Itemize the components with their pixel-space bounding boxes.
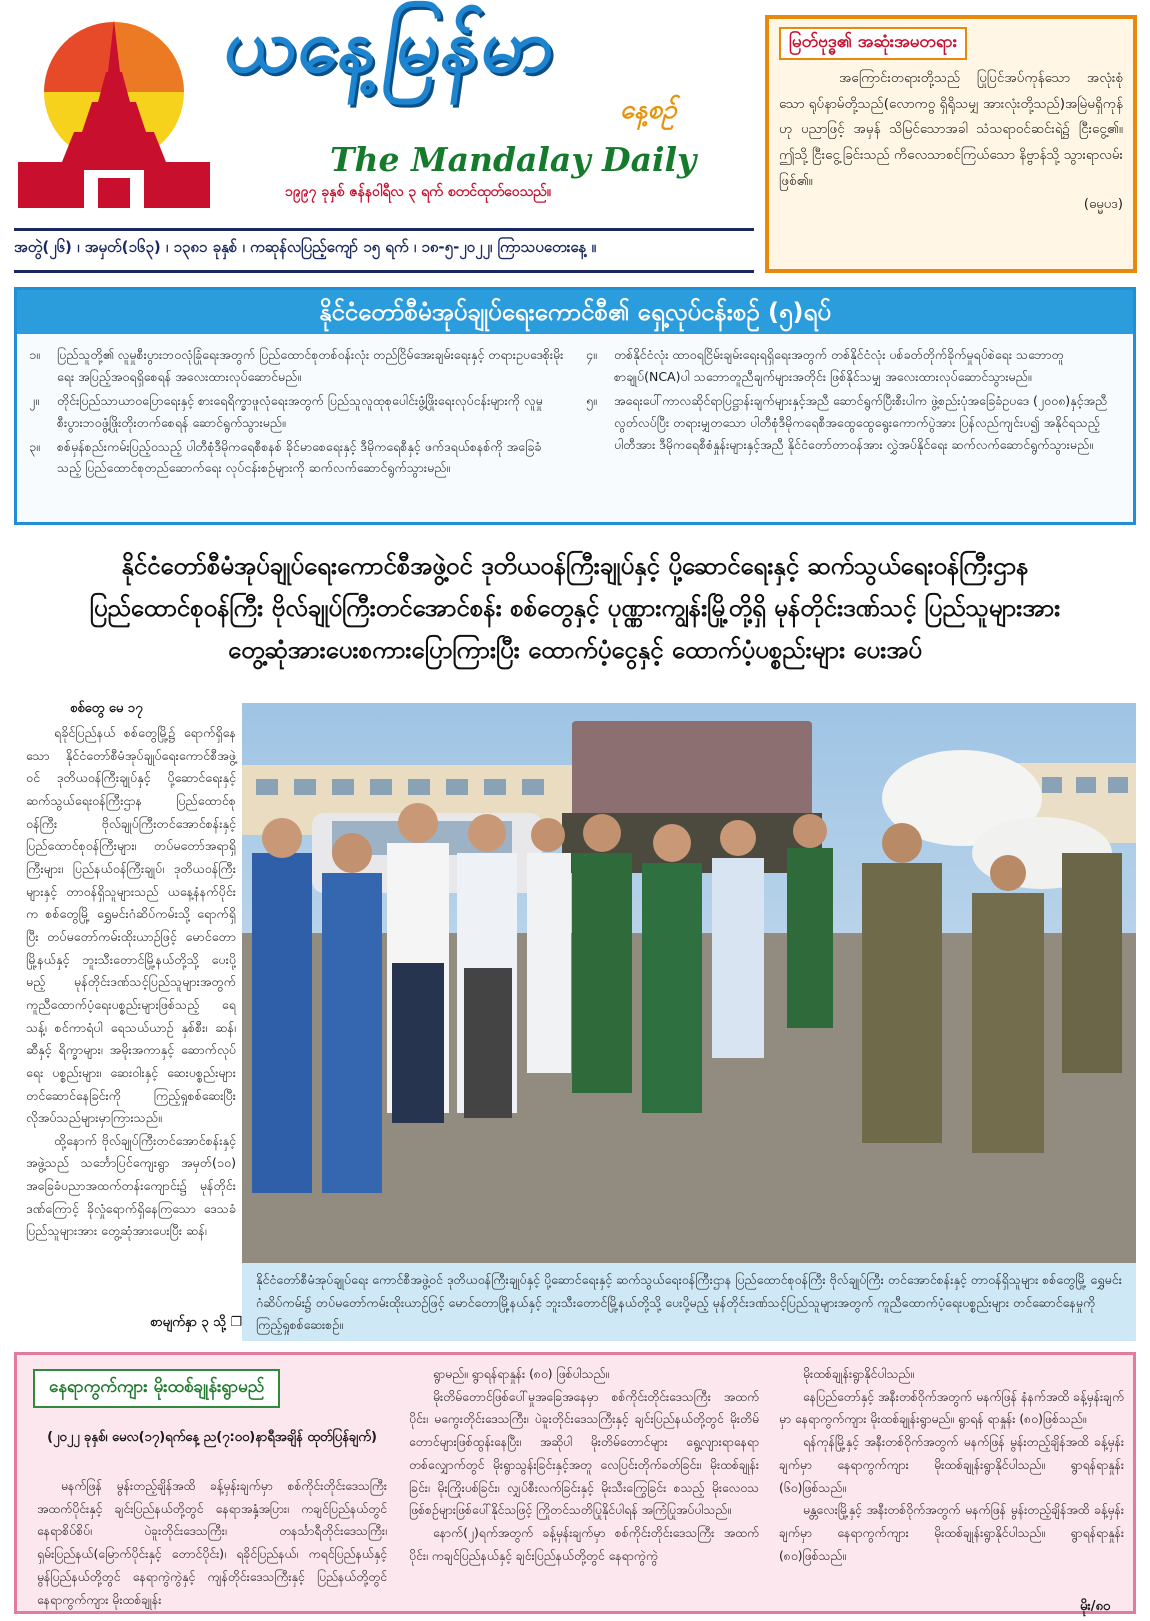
weather-paragraph: မိုးတိမ်တောင်ဖြစ်ပေါ်မှုအခြေအနေမှာ စစ်ကိုင်းတိုင်းဒေသကြီး အထက်ပိုင်း၊ မကွေးတိုင်းဒေသကြီး၊ ပဲခူးတိုင်းဒေသကြီးနှင့် ချင်းပြည်နယ်တို့တွင် မိုးတိမ်တောင်များဖြစ်ထွန်းနေပြီး၊ အဆိုပါ မိုးတိမ်တောင်များ ရွေ့လျားရာနေရာတစ်လျှောက်တွင် မိုးရွာသွန်းခြင်းနှင့်အတူ လေပြင်းတိုက်ခတ်ခြင်း၊ မိုးထစ်ချုန်းခြင်း၊ မိုးကြိုးပစ်ခြင်း၊ လျှပ်စီးလက်ခြင်းနှင့် မိုးသီးကြွေခြင်း စသည့် မိုးလေဝသဖြစ်စဉ်များဖြစ်ပေါ်နိုင်သဖြင့် ကြိုတင်သတိပြုနိုင်ပါရန် အကြံပြုအပ်ပါသည်။: [409, 1389, 759, 1518]
objectives-title: နိုင်ငံတော်စီမံအုပ်ချုပ်ရေးကောင်စီ၏ ရှေ့လုပ်ငန်းစဉ် (၅)ရပ်: [17, 290, 1133, 334]
article-body: [26, 722, 236, 1243]
article-paragraph: ထို့နောက် ဗိုလ်ချုပ်ကြီးတင်အောင်စန်းနှင့်အဖွဲ့သည် သင်္ဘောပြင်ကျေးရွာ အမှတ်(၁၀) အခြေခံပညာအထက်တန်းကျောင်း၌ မုန်တိုင်းဒဏ်ကြောင့် ခိုလှုံရောက်ရှိနေကြသော ဒေသခံပြည်သူများအား တွေ့ဆုံအားပေးပြီး ဆန်၊: [26, 1132, 236, 1239]
masthead-english-title: The Mandalay Daily: [330, 140, 697, 179]
quote-title: မြတ်ဗုဒ္ဓ၏ အဆုံးအမတရား: [779, 27, 967, 60]
weather-paragraph: မနက်ဖြန် မွန်းတည့်ချိန်အထိ ခန့်မှန်းချက်မှာ စစ်ကိုင်းတိုင်းဒေသကြီးအထက်ပိုင်းနှင့် ချင်းပြည်နယ်တို့တွင် နေရာအနှံ့အပြား၊ ကချင်ပြည်နယ်တွင် နေရာစိပ်စိပ်၊ ပဲခူးတိုင်းဒေသကြီး၊ တနင်္သာရီတိုင်းဒေသကြီး၊ ရှမ်းပြည်နယ်(မြောက်ပိုင်းနှင့် တောင်ပိုင်း)၊ ရခိုင်ပြည်နယ်၊ ကရင်ပြည်နယ်နှင့် မွန်ပြည်နယ်တို့တွင် နေရာကွဲကွဲနှင့် ကျန်တိုင်းဒေသကြီးနှင့် ပြည်နယ်တို့တွင် နေရာကွက်ကျား မိုးထစ်ချုန်း: [37, 1479, 387, 1607]
news-photo: [242, 703, 1136, 1263]
objective-text: တိုင်းပြည်သာယာဝပြောရေးနှင့် စားရေရိက္ခာဖူလုံရေးအတွက် ပြည်သူလူထုစုပေါင်းဖွံ့ဖြိုးရေးလုပ်ငန်းများကို လူမှုစီးပွားဘဝဖွံ့ဖြိုးတိုးတက်စေရန် ဆောင်ရွက်သွားမည်။: [57, 392, 543, 430]
weather-column-2: [409, 1363, 759, 1568]
divider: [14, 228, 754, 231]
article-dateline: စစ်တွေ မေ ၁၇: [70, 701, 143, 716]
weather-column-1: [37, 1475, 387, 1611]
weather-paragraph: ရွာမည်။ ရွာရန်ရာနှုန်း (၈၀) ဖြစ်ပါသည်။: [433, 1367, 610, 1381]
objective-item: [29, 436, 564, 480]
objective-text: အရေးပေါ်ကာလဆိုင်ရာပြဋ္ဌာန်းချက်များနှင့်အညီ ဆောင်ရွက်ပြီးစီးပါက ဖွဲ့စည်းပုံအခြေခံဥပဒေ (၂၀၀၈)နှင့်အညီ လွတ်လပ်ပြီး တရားမျှတသော ပါတီစုံဒီမိုကရေစီအထွေထွေရွေးကောက်ပွဲအား ပြန်လည်ကျင်းပ၍ အနိုင်ရသည့်ပါတီအား ဒီမိုကရေစီစံနှုန်းများနှင့်အညီ နိုင်ငံတော်တာဝန်အား လွှဲအပ်နိုင်ရေး ဆက်လက်ဆောင်ရွက်သွားမည်။: [614, 392, 1108, 452]
headline-line: ပြည်ထောင်စုဝန်ကြီး ဗိုလ်ချုပ်ကြီးတင်အောင်စန်း စစ်တွေနှင့် ပုဏ္ဏားကျွန်းမြို့တို့ရှိ မုန်တိုင်းဒဏ်သင့် ပြည်သူများအား: [89, 594, 1061, 622]
divider: [14, 270, 754, 273]
weather-paragraph: မန္တလေးမြို့နှင့် အနီးတစ်ဝိုက်အတွက် မနက်ဖြန် မွန်းတည့်ချိန်အထိ ခန့်မှန်းချက်မှာ နေရာကွက်ကျား မိုးထစ်ချုန်းရွာနိုင်ပါသည်။ ရွာရန်ရာနှုန်း (၈၀)ဖြစ်သည်။: [779, 1503, 1124, 1563]
newspaper-logo: [14, 12, 214, 212]
founding-note: ၁၉၉၇ ခုနှစ် ဇန်နဝါရီလ ၃ ရက် စတင်ထုတ်ဝေသည်။: [285, 184, 551, 200]
masthead-title: ယနေ့မြန်မာ: [219, 3, 563, 89]
quote-source: (ဓမ္မပဒ): [1083, 197, 1123, 213]
weather-paragraph: မိုးထစ်ချုန်းရွာနိုင်ပါသည်။: [803, 1367, 914, 1381]
weather-paragraph: ရန်ကုန်မြို့နှင့် အနီးတစ်ဝိုက်အတွက် မနက်ဖြန် မွန်းတည့်ချိန်အထိ ခန့်မှန်းချက်မှာ နေရာကွက်ကျား မိုးထစ်ချုန်းရွာနိုင်ပါသည်။ ရွာရန်ရာနှုန်း (၆၀)ဖြစ်သည်။: [779, 1435, 1124, 1495]
weather-forecast-box: [14, 1352, 1136, 1614]
objective-text: စစ်မှန်စည်းကမ်းပြည့်ဝသည့် ပါတီစုံဒီမိုကရေစီစနစ် ခိုင်မာစေရေးနှင့် ဒီမိုကရေစီနှင့် ဖက်ဒရယ်စနစ်ကို အခြေခံသည့် ပြည်ထောင်စုတည်ဆောက်ရေး လုပ်ငန်းစဉ်များကို ဆက်လက်ဆောင်ရွက်သွားမည်။: [57, 438, 542, 476]
issue-info: အတွဲ(၂၆) ၊ အမှတ်(၁၆၃) ၊ ၁၃၈၁ ခုနှစ် ၊ ကဆုန်လပြည့်ကျော် ၁၅ ရက် ၊ ၁၈-၅-၂၀၂၂၊ ကြာသပတေးနေ့ ။: [14, 238, 597, 256]
objective-text: တစ်နိုင်ငံလုံး ထာဝရငြိမ်းချမ်းရေးရရှိရေးအတွက် တစ်နိုင်ငံလုံး ပစ်ခတ်တိုက်ခိုက်မှုရပ်စဲရေး သဘောတူစာချုပ်(NCA)ပါ သဘောတူညီချက်များအတိုင်း ဖြစ်နိုင်သမျှ အလေးထားလုပ်ဆောင်သွားမည်။: [614, 347, 1064, 384]
objectives-column-left: [29, 344, 564, 481]
weather-issue-date: (၂၀၂၂ ခုနှစ်၊ မေလ(၁၇)ရက်နေ့ ည(၇:၀၀)နာရီအချိန် ထုတ်ပြန်ချက်): [47, 1430, 377, 1445]
quote-text: အကြောင်းတရားတို့သည် ပြုပြင်အပ်ကုန်သော အလုံးစုံသော ရုပ်နာမ်တို့သည်(လောကဝ္ဗ ရှိရိုသမျှ အားလုံးတို့သည်)အမြဲမရှိကုန်ဟု ပညာဖြင့် အမှန် သိမြင်သောအခါ သံသရာဝင်ဆင်းရဲ၌ ငြီးငွေ့၏။ ဤသို့ ငြီးငွေ့ခြင်းသည် ကိလေသာစင်ကြယ်သော နိဗ္ဗာန်သို့ သွားရာလမ်းဖြစ်၏။: [779, 70, 1123, 189]
continued-note: စာမျက်နှာ ၃ သို့ ❐: [150, 1315, 243, 1330]
weather-paragraph: နောက်(၂)ရက်အတွက် ခန့်မှန်းချက်မှာ စစ်ကိုင်းတိုင်းဒေသကြီး အထက်ပိုင်း၊ ကချင်ပြည်နယ်နှင့် ချင်းပြည်နယ်တို့တွင် နေရာကွဲကွဲ: [409, 1526, 759, 1563]
main-headline: [14, 545, 1136, 671]
objective-number: ၄။: [586, 347, 597, 362]
page-number: မိုး/၈၀: [1080, 1599, 1111, 1614]
objective-number: ၂။: [29, 392, 39, 408]
objective-item: [586, 390, 1121, 456]
photo-caption: နိုင်ငံတော်စီမံအုပ်ချုပ်ရေး ကောင်စီအဖွဲ့ဝင် ဒုတိယဝန်ကြီးချုပ်နှင့် ပို့ဆောင်ရေးနှင့် ဆက်သွယ်ရေးဝန်ကြီးဌာန ပြည်ထောင်စုဝန်ကြီး ဗိုလ်ချုပ်ကြီး တင်အောင်စန်းနှင့် တာဝန်ရှိသူများ စစ်တွေမြို့ ရွှေမင်းဂံဆိပ်ကမ်း၌ တပ်မတော်ကမ်းထိုးယာဉ်ဖြင့် မောင်တောမြို့နယ်နှင့် ဘူးသီးတောင်မြို့နယ်တို့သို့ ပေးပို့မည့် မုန်တိုင်းဒဏ်သင့်ပြည်သူများအတွက် ကူညီထောက်ပံ့ရေးပစ္စည်းများ တင်ဆောင်နေမှုကို ကြည့်ရှုစစ်ဆေးစဉ်။: [242, 1263, 1136, 1341]
objectives-box: [14, 287, 1136, 525]
objective-number: ၃။: [29, 438, 40, 454]
headline-line: နိုင်ငံတော်စီမံအုပ်ချုပ်ရေးကောင်စီအဖွဲ့ဝင် ဒုတိယဝန်ကြီးချုပ်နှင့် ပို့ဆောင်ရေးနှင့် ဆက်သွယ်ရေးဝန်ကြီးဌာန: [121, 552, 1029, 580]
buddha-teaching-box: [765, 15, 1137, 273]
headline-line: တွေ့ဆုံအားပေးစကားပြောကြားပြီး ထောက်ပံ့ငွေနှင့် ထောက်ပံ့ပစ္စည်းများ ပေးအပ်: [228, 636, 922, 664]
weather-column-3: [779, 1363, 1124, 1568]
objective-number: ၁။: [29, 347, 40, 362]
weather-paragraph: နေပြည်တော်နှင့် အနီးတစ်ဝိုက်အတွက် မနက်ဖြန် နံနက်အထိ ခန့်မှန်းချက်မှာ နေရာကွက်ကျား မိုးထစ်ချုန်းရွာမည်။ ရွာရန် ရာနှုန်း (၈၀)ဖြစ်သည်။: [779, 1389, 1124, 1427]
weather-title: နေရာကွက်ကျား မိုးထစ်ချုန်းရွာမည်: [33, 1369, 280, 1408]
objective-item: [586, 344, 1121, 388]
objective-item: [29, 390, 564, 434]
objective-text: ပြည်သူတို့၏ လူမှုစီးပွားဘဝလုံခြုံရေးအတွက် ပြည်ထောင်စုတစ်ဝန်းလုံး တည်ငြိမ်အေးချမ်းရေးနှင့် တရားဥပဒေစိုးမိုးရေး အပြည့်အဝရရှိစေရန် အလေးထားလုပ်ဆောင်မည်။: [57, 347, 564, 384]
masthead-subtitle: နေ့စဉ်: [620, 95, 677, 125]
objective-number: ၅။: [586, 392, 597, 408]
article-paragraph: ရခိုင်ပြည်နယ် စစ်တွေမြို့၌ ရောက်ရှိနေသော နိုင်ငံတော်စီမံအုပ်ချုပ်ရေးကောင်စီအဖွဲ့ဝင် ဒုတိယဝန်ကြီးချုပ်နှင့် ပို့ဆောင်ရေးနှင့် ဆက်သွယ်ရေးဝန်ကြီးဌာန ပြည်ထောင်စုဝန်ကြီး ဗိုလ်ချုပ်ကြီးတင်အောင်စန်းနှင့် ပြည်ထောင်စုဝန်ကြီးများ၊ တပ်မတော်အရာရှိကြီးများ၊ ပြည်နယ်ဝန်ကြီးချုပ်၊ ဒုတိယဝန်ကြီးများနှင့် တာဝန်ရှိသူများသည် ယနေ့နံနက်ပိုင်းက စစ်တွေမြို့ ရွှေမင်းဂံဆိပ်ကမ်းသို့ ရောက်ရှိပြီး တပ်မတော်ကမ်းထိုးယာဉ်ဖြင့် မောင်တောမြို့နယ်နှင့် ဘူးသီးတောင်မြို့နယ်တို့သို့ ပေးပို့မည့် မုန်တိုင်းဒဏ်သင့်ပြည်သူများအတွက် ကူညီထောက်ပံ့ရေးပစ္စည်းများဖြစ်သည့် ရေသန့်၊ စင်ကာရံပါ ရေသယ်ယာဉ် နှစ်စီး၊ ဆန်၊ ဆီနှင့် ရိက္ခာများ၊ အမိုးအကာနှင့် ဆောက်လုပ်ရေး ပစ္စည်းများ၊ ဆေးဝါးနှင့် ဆေးပစ္စည်းများ တင်ဆောင်နေခြင်းကို ကြည့်ရှုစစ်ဆေးပြီး လိုအပ်သည်များမှာကြားသည်။: [26, 725, 236, 1126]
objective-item: [29, 344, 564, 388]
objectives-column-right: [586, 344, 1121, 481]
